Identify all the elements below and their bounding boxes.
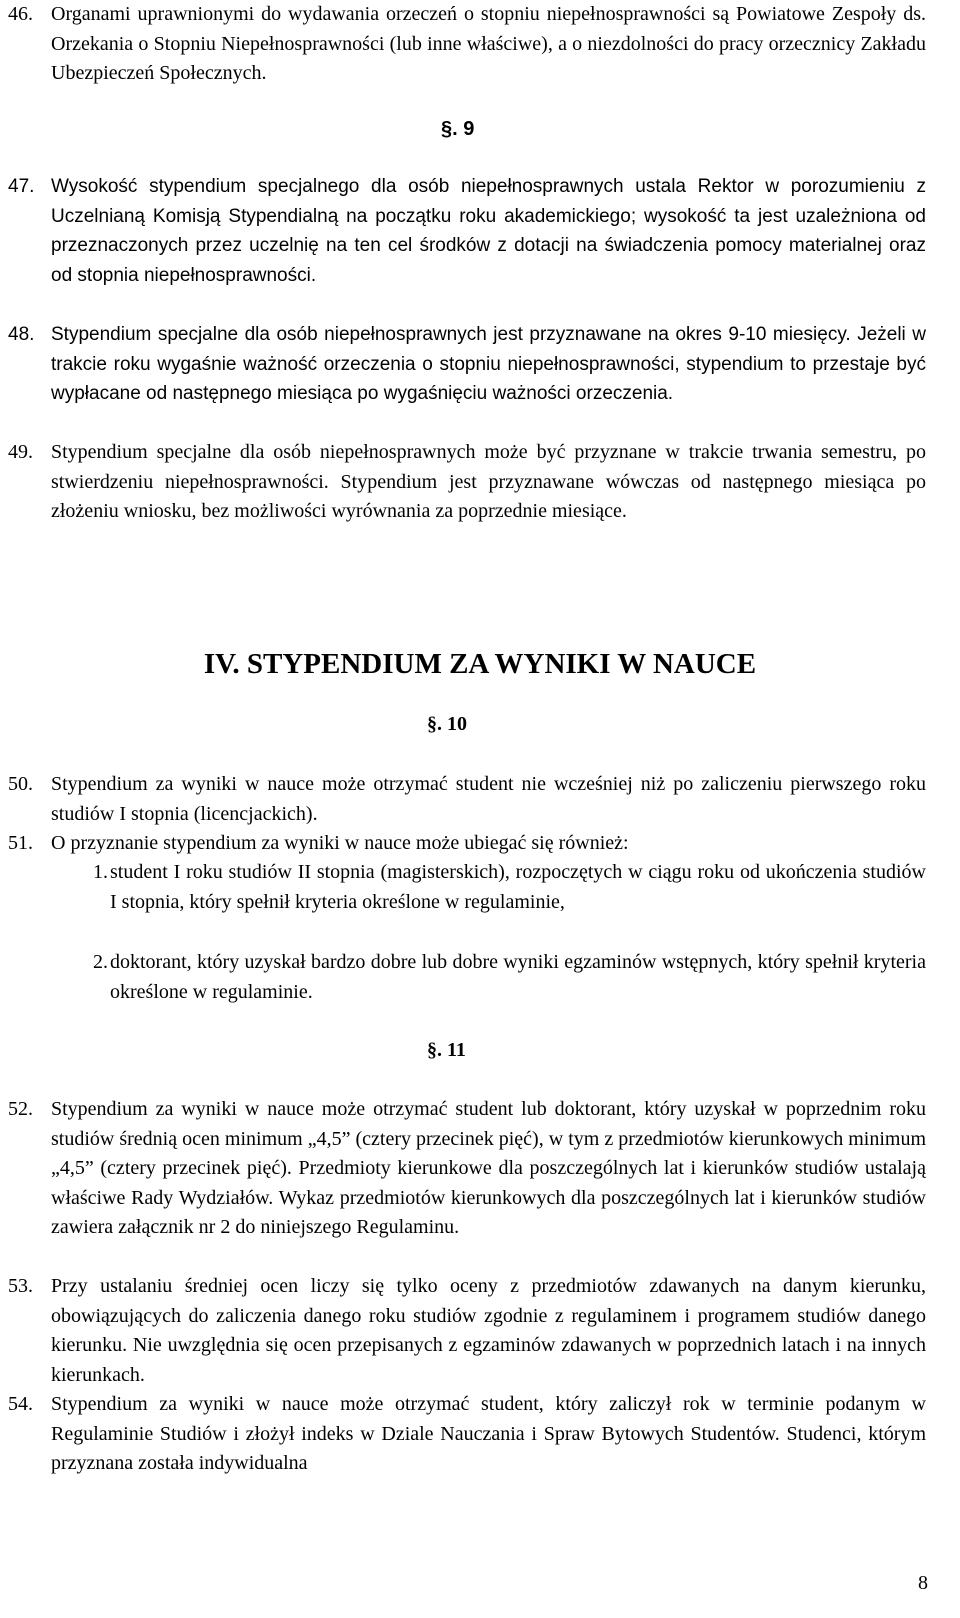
paragraph-number: 49. <box>8 441 33 463</box>
list-item-number: 2. <box>93 951 108 973</box>
chapter-title: IV. STYPENDIUM ZA WYNIKI W NAUCE <box>203 648 757 680</box>
paragraph-47 <box>8 172 926 290</box>
section-mark-11: §. 11 <box>427 1039 466 1061</box>
paragraph-number: 50. <box>8 773 33 795</box>
paragraph-number: 52. <box>8 1098 33 1120</box>
paragraph-number: 48. <box>8 324 35 345</box>
paragraph-46 <box>8 0 926 89</box>
list-item-text: doktorant, który uzyskał bardzo dobre lub dobre wyniki egzaminów wstępnych, który spełnił kryteria określone w regulaminie. <box>110 951 926 1003</box>
paragraph-51 <box>8 829 926 859</box>
paragraph-number: 51. <box>8 832 33 854</box>
page-number: 8 <box>918 1572 928 1594</box>
paragraph-49 <box>8 438 926 527</box>
paragraph-number: 46. <box>8 3 33 25</box>
paragraph-54 <box>8 1390 926 1479</box>
paragraph-text: Stypendium specjalne dla osób niepełnosprawnych może być przyznane w trakcie trwania semestru, po stwierdzeniu niepełnosprawności. Stypendium jest przyznawane wówczas od następnego miesiąca po złożeniu wniosku, bez możliwości wyrównania za poprzednie miesiące. <box>51 441 926 523</box>
paragraph-text: Przy ustalaniu średniej ocen liczy się tylko oceny z przedmiotów zdawanych na danym kierunku, obowiązujących do zaliczenia danego roku studiów zgodnie z regulaminem i programem studiów danego kierunku. Nie uwzględnia się ocen przepisanych z egzaminów zdawanych w poprzednich latach i na innych kierunkach. <box>51 1275 926 1386</box>
list-item-number: 1. <box>93 861 108 883</box>
section-mark-10: §. 10 <box>427 713 467 735</box>
paragraph-text: Stypendium za wyniki w nauce może otrzymać student nie wcześniej niż po zaliczeniu pierwszego roku studiów I stopnia (licencjackich). <box>51 773 926 825</box>
list-item-2 <box>58 948 926 1007</box>
list-item-text: student I roku studiów II stopnia (magisterskich), rozpoczętych w ciągu roku od ukończenia studiów I stopnia, który spełnił kryteria określone w regulaminie, <box>110 861 926 913</box>
paragraph-number: 54. <box>8 1393 33 1415</box>
paragraph-52 <box>8 1095 926 1243</box>
paragraph-text: Stypendium specjalne dla osób niepełnosprawnych jest przyznawane na okres 9-10 miesięcy. Jeżeli w trakcie roku wygaśnie ważność orzeczenia o stopniu niepełnosprawności, stypendium to przestaje być wypłacane od następnego miesiąca po wygaśnięciu ważności orzeczenia. <box>51 324 926 405</box>
paragraph-text: Wysokość stypendium specjalnego dla osób niepełnosprawnych ustala Rektor w porozumieniu z Uczelnianą Komisją Stypendialną na początku roku akademickiego; wysokość ta jest uzależniona od przeznaczonych przez uczelnię na ten cel środków z dotacji na świadczenia pomocy materialnej oraz od stopnia niepełnosprawności. <box>51 176 926 286</box>
section-mark-9: §. 9 <box>441 118 475 140</box>
paragraph-48 <box>8 320 926 409</box>
paragraph-text: O przyznanie stypendium za wyniki w nauce może ubiegać się również: <box>51 832 629 854</box>
paragraph-text: Organami uprawnionymi do wydawania orzeczeń o stopniu niepełnosprawności są Powiatowe Zespoły ds. Orzekania o Stopniu Niepełnosprawności (lub inne właściwe), a o niezdolności do pracy orzecznicy Zakładu Ubezpieczeń Społecznych. <box>51 3 926 85</box>
paragraph-50 <box>8 770 926 829</box>
paragraph-number: 47. <box>8 176 35 197</box>
list-item-1 <box>58 858 926 917</box>
paragraph-53 <box>8 1272 926 1390</box>
paragraph-text: Stypendium za wyniki w nauce może otrzymać student lub doktorant, który uzyskał w poprzednim roku studiów średnią ocen minimum „4,5” (cztery przecinek pięć), w tym z przedmiotów kierunkowych minimum „4,5” (cztery przecinek pięć). Przedmioty kierunkowe dla poszczególnych lat i kierunków studiów ustalają właściwe Rady Wydziałów. Wykaz przedmiotów kierunkowych dla poszczególnych lat i kierunków studiów zawiera załącznik nr 2 do niniejszego Regulaminu. <box>51 1098 926 1239</box>
paragraph-number: 53. <box>8 1275 33 1297</box>
paragraph-text: Stypendium za wyniki w nauce może otrzymać student, który zaliczył rok w terminie podanym w Regulaminie Studiów i złożył indeks w Dziale Nauczania i Spraw Bytowych Studentów. Studenci, którym przyznana została indywidualna <box>51 1393 926 1475</box>
